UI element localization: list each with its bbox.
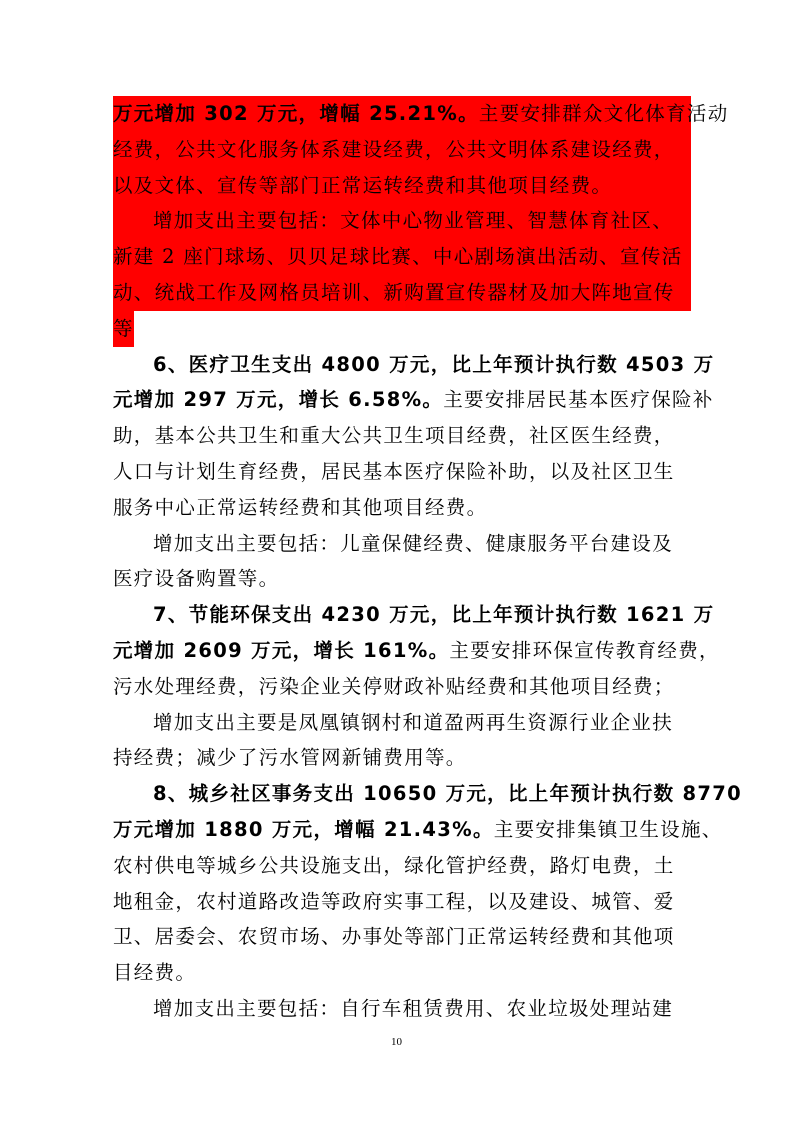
document-body (113, 96, 742, 1027)
section6-line-7: 医疗设备购置等。 (113, 567, 280, 591)
highlighted-line-6-text: 动、统战工作及网格员培训、新购置宣传器材及加大阵地宣传 (113, 275, 691, 311)
highlighted-line-1 (113, 96, 729, 132)
section6-line-2 (113, 382, 714, 418)
section7-line-4: 增加支出主要是凤凰镇钢村和道盈两再生资源行业企业扶 (153, 710, 674, 734)
highlighted-line-2-text: 经费，公共文化服务体系建设经费，公共文明体系建设经费， (113, 132, 691, 168)
section8-line-3: 农村供电等城乡公共设施支出，绿化管护经费，路灯电费，土 (113, 853, 675, 877)
highlighted-line-5-text: 新建 2 座门球场、贝贝足球比赛、中心剧场演出活动、宣传活 (113, 239, 691, 275)
highlighted-line-4 (113, 203, 691, 239)
section6-line-2-text: 主要安排居民基本医疗保险补 (443, 388, 714, 412)
highlighted-line-3-text: 以及文体、宣传等部门正常运转经费和其他项目经费。 (113, 168, 691, 204)
highlighted-line-4-text: 增加支出主要包括：文体中心物业管理、智慧体育社区、 (113, 203, 691, 239)
section6-line-3: 助，基本公共卫生和重大公共卫生项目经费，社区医生经费， (113, 424, 675, 448)
section8-line-2 (113, 812, 723, 848)
highlighted-line-7 (113, 311, 691, 347)
highlighted-line-5 (113, 239, 691, 275)
section7-line-3: 污水处理经费，污染企业关停财政补贴经费和其他项目经费； (113, 674, 675, 698)
section7-heading-cont: 元增加 2609 万元，增长 161%。 (113, 638, 450, 662)
section8-line-6: 目经费。 (113, 961, 197, 985)
section8-heading: 8、城乡社区事务支出 10650 万元，比上年预计执行数 8770 (153, 782, 742, 806)
highlighted-line-3 (113, 168, 691, 204)
section8-line-7: 增加支出主要包括：自行车租赁费用、农业垃圾处理站建 (153, 996, 674, 1020)
section7-line-2-text: 主要安排环保宣传教育经费， (449, 638, 720, 662)
section8-heading-cont: 万元增加 1880 万元，增幅 21.43%。 (113, 817, 494, 841)
section6-heading: 6、医疗卫生支出 4800 万元，比上年预计执行数 4503 万 (153, 352, 715, 376)
section8-line-5: 卫、居委会、农贸市场、办事处等部门正常运转经费和其他项 (113, 925, 675, 949)
highlighted-line-2 (113, 132, 691, 168)
section6-heading-cont: 元增加 297 万元，增长 6.58%。 (113, 388, 444, 412)
section6-line-4: 人口与计划生育经费，居民基本医疗保险补助，以及社区卫生 (113, 459, 675, 483)
section6-line-6: 增加支出主要包括：儿童保健经费、健康服务平台建设及 (153, 531, 674, 555)
section7-line-1 (113, 597, 715, 633)
section8-line-2-text: 主要安排集镇卫生设施、 (493, 817, 723, 841)
section6-line-5: 服务中心正常运转经费和其他项目经费。 (113, 495, 488, 519)
section8-line-4: 地租金，农村道路改造等政府实事工程，以及建设、城管、爱 (113, 889, 675, 913)
section7-line-2 (113, 633, 720, 669)
section7-line-5: 持经费；减少了污水管网新铺费用等。 (113, 746, 467, 770)
highlighted-line-6 (113, 275, 691, 311)
section6-line-1 (113, 347, 715, 383)
highlighted-line-1-text: 主要安排群众文化体育活动 (478, 102, 729, 125)
section8-line-1 (113, 776, 742, 812)
page-number: 10 (391, 1036, 402, 1048)
highlighted-line-1-bold: 万元增加 302 万元，增幅 25.21%。 (113, 102, 479, 125)
highlighted-line-7-text: 等 (113, 311, 134, 347)
section7-heading: 7、节能环保支出 4230 万元，比上年预计执行数 1621 万 (153, 603, 715, 627)
